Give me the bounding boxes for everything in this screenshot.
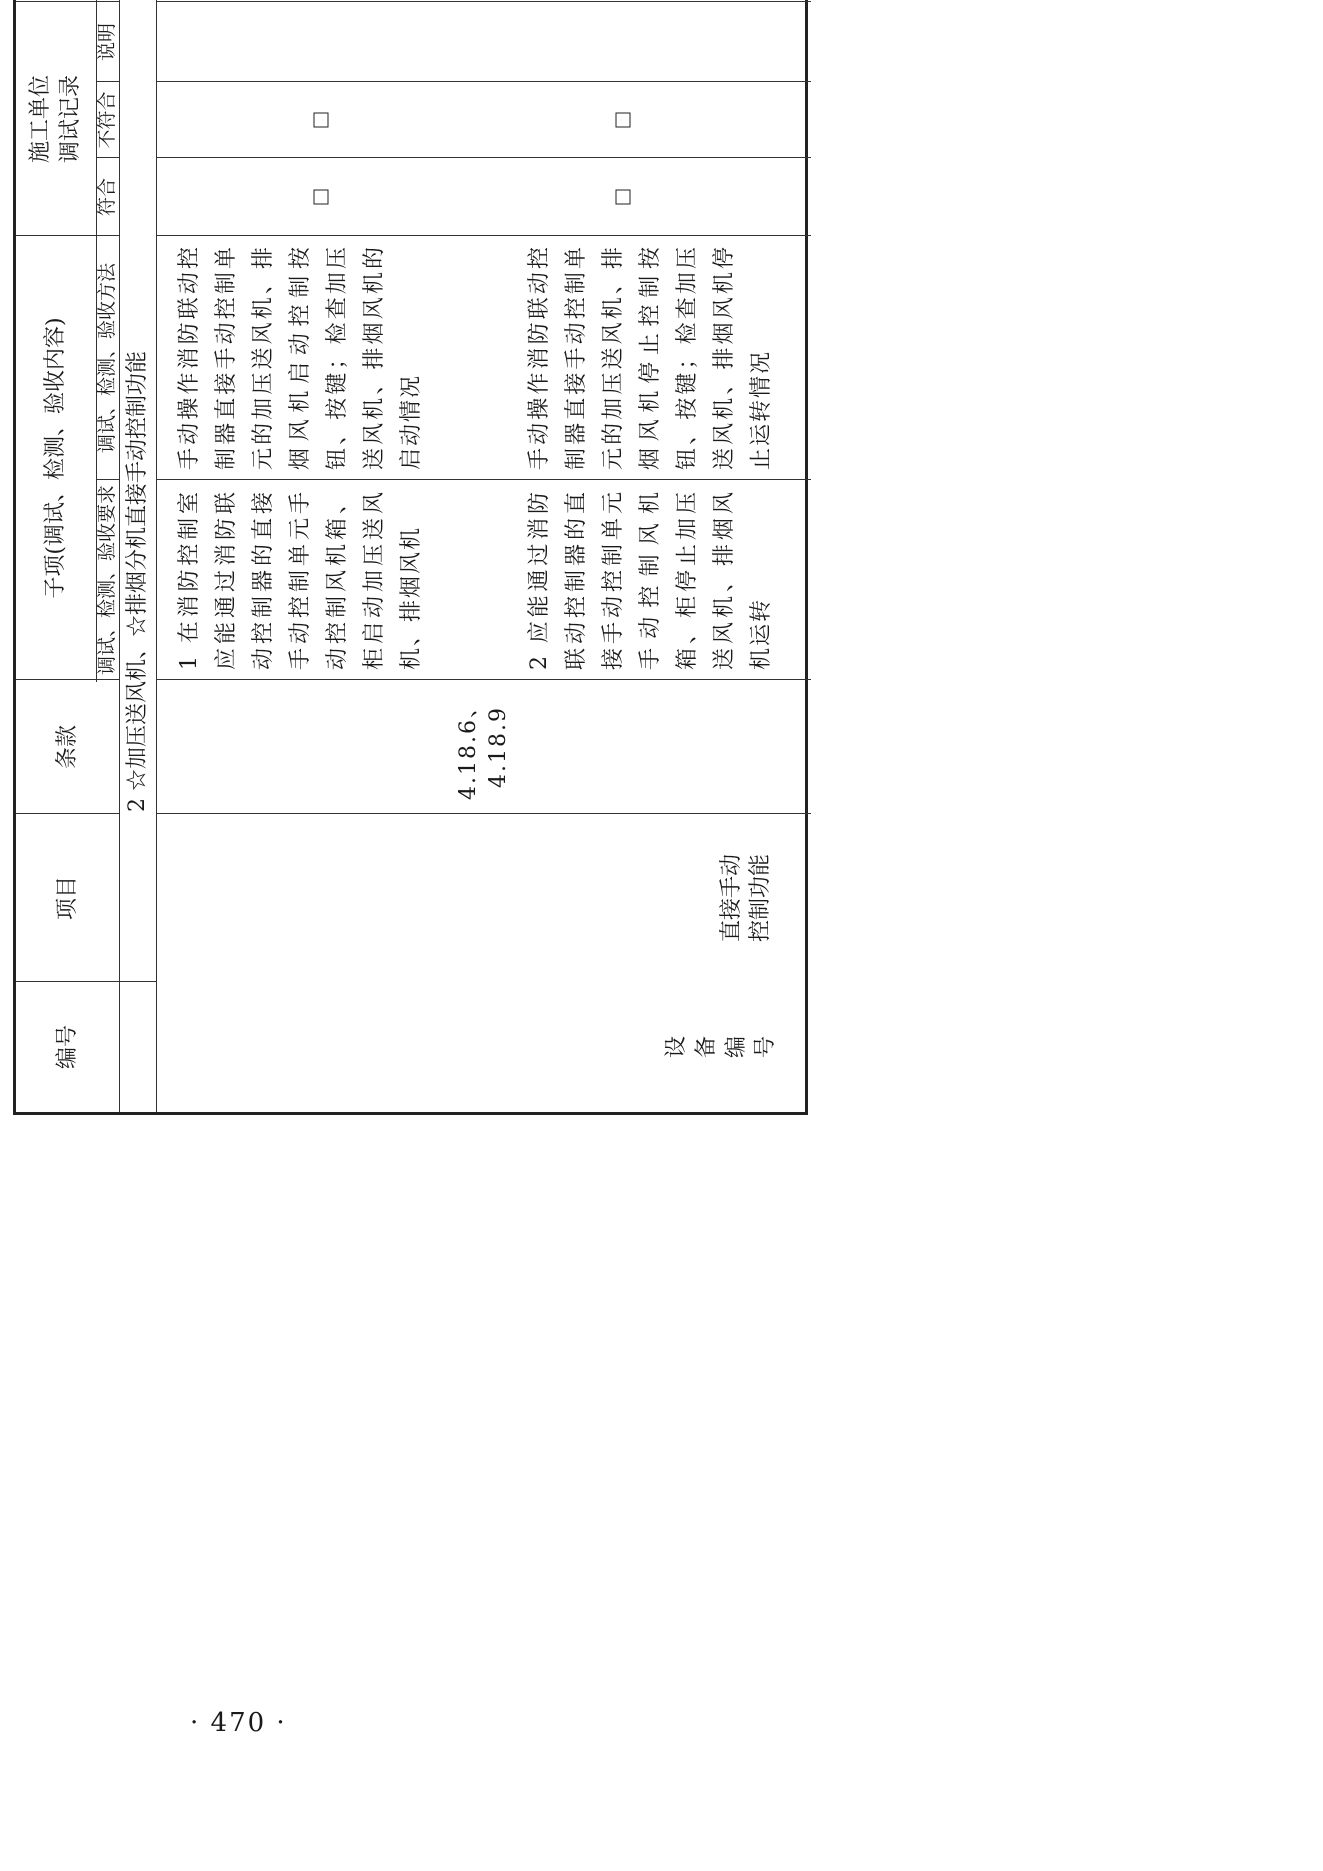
header-supervision	[16, 0, 96, 2]
inspection-table	[13, 0, 808, 1115]
header-c-conform: 符合	[95, 178, 118, 217]
device-number-label: 设 备 编 号	[664, 1036, 779, 1059]
rule-v-c1-body	[156, 157, 811, 158]
item-name: 直接手动 控制功能	[718, 854, 774, 943]
row2-method: 手动操作消防联动控制器直接手动控制单元的加压送风机、排烟风机停止控制按钮、按键；检查加压送风机、排烟风机停止运转情况	[527, 245, 774, 470]
header-s-conform	[96, 0, 119, 2]
header-method: 调试、检测、验收方法	[95, 263, 118, 454]
row1-requirement: 1 在消防控制室应能通过消防联动控制器的直接手动控制单元手动控制风机箱、柜启动加压送风机、排烟风机	[177, 490, 424, 670]
rule-v-sub-split-body	[156, 479, 811, 480]
row2-c-conform-checkbox[interactable]	[616, 190, 631, 205]
rule-v-sv-body	[156, 1, 811, 2]
page-number: · 470 ·	[190, 1708, 287, 1738]
header-requirement: 调试、检测、验收要求	[95, 485, 118, 676]
section-title: 2 ☆加压送风机、☆排烟分机直接手动控制功能	[124, 351, 150, 812]
header-construction: 施工单位 调试记录	[28, 75, 83, 164]
row1-c-conform-checkbox[interactable]	[314, 190, 329, 205]
row1-c-nonconform-checkbox[interactable]	[314, 113, 329, 128]
rule-v-sub-end-body	[156, 235, 811, 236]
clause-ref: 4.18.6、 4.18.9	[455, 694, 511, 800]
row2-c-nonconform-checkbox[interactable]	[616, 113, 631, 128]
rule-v-c2-body	[156, 81, 811, 82]
header-number: 编号	[54, 1025, 80, 1070]
header-clause: 条款	[54, 725, 80, 770]
header-item: 项目	[54, 876, 80, 921]
row1-method: 手动操作消防联动控制器直接手动控制单元的加压送风机、排烟风机启动控制按钮、按键；检查加压送风机、排烟风机的启动情况	[177, 245, 424, 470]
row2-requirement: 2 应能通过消防联动控制器的直接手动控制单元手动控制风机箱、柜停止加压送风机、排烟风机运转	[527, 490, 774, 670]
header-subitem: 子项(调试、检测、验收内容)	[43, 317, 69, 599]
header-c-remark: 说明	[95, 23, 118, 62]
rotated-table-frame	[0, 0, 808, 1115]
header-c-nonconform: 不符合	[95, 91, 118, 149]
